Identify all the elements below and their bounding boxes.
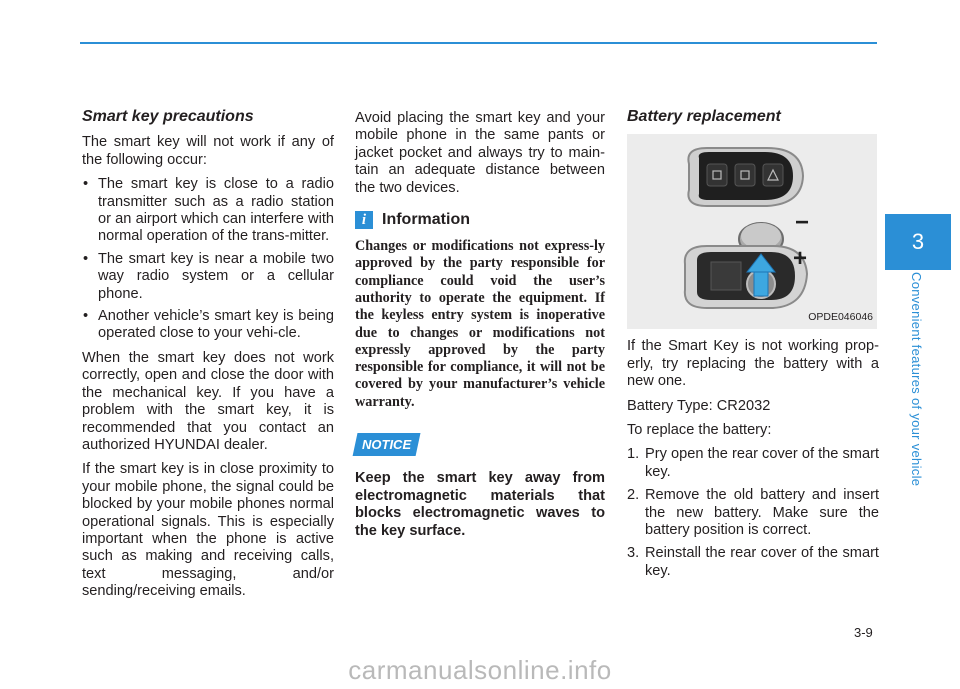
smart-key-front-icon — [688, 148, 803, 206]
paragraph-mobile-phone: If the smart key is in close proximity to your mobile phone, the signal could be blocked by your mobile phones normal operational signals. This is especially important when the phone is active such as making and receiving calls, text messaging, and/or sending/receiving emails. — [82, 461, 334, 600]
chapter-tab[interactable]: 3 — [885, 214, 951, 270]
steps-intro: To replace the battery: — [627, 422, 772, 439]
list-item — [627, 446, 879, 481]
notice-label: NOTICE — [362, 437, 412, 452]
watermark[interactable]: carmanualsonline.info — [348, 655, 612, 685]
minus-sign-icon: − — [795, 209, 810, 237]
figure-code: OPDE046046 — [808, 311, 873, 323]
step-text: Pry open the rear cover of the smart key. — [645, 446, 879, 480]
section-heading-battery-replacement: Battery replacement — [627, 108, 781, 125]
intro-paragraph: The smart key will not work if any of the following occur: — [82, 134, 334, 168]
step-number: 1. — [627, 446, 640, 463]
battery-replacement-figure — [627, 134, 877, 329]
information-title: Information — [382, 211, 470, 229]
step-text: Reinstall the rear cover of the smart key. — [645, 545, 879, 579]
precaution-list — [82, 176, 334, 343]
battery-type: Battery Type: CR2032 — [627, 397, 771, 414]
list-item — [627, 487, 879, 539]
notice-badge — [353, 433, 421, 456]
step-number: 2. — [627, 487, 640, 504]
notice-body: Keep the smart key away from electromagnetic materials that blocks electromagnetic waves to the key surface. — [355, 470, 605, 539]
right-column — [627, 108, 879, 586]
information-body: Changes or modifications not express-ly approved by the party responsible for compliance could void the user’s authority to operate the equipment. If the keyless entry system is inoperative due to changes or modifications not expressly approved by the party responsible for compliance, it will not be covered by your manufacturer’s vehicle warranty. — [355, 238, 605, 410]
info-icon: i — [355, 211, 373, 229]
plus-sign-icon: + — [793, 245, 808, 273]
middle-column — [355, 110, 605, 540]
step-number: 3. — [627, 545, 640, 562]
list-item — [627, 545, 879, 580]
page-number: 3-9 — [854, 625, 873, 640]
paragraph-mechanical-key: When the smart key does not work correctly, open and close the door with the mechanical key. If you have a problem with the smart key, it is recommended that you contact an authorized HYUNDAI dealer. — [82, 349, 334, 453]
replacement-steps — [627, 446, 879, 580]
paragraph-avoid-placing: Avoid placing the smart key and your mobile phone in the same pants or jacket pocket and always try to main-tain an adequate distance between the two devices. — [355, 110, 605, 196]
list-item: • The smart key is near a mobile two way radio system or a cellular phone. — [82, 251, 334, 303]
step-text: Remove the old battery and insert the new battery. Make sure the battery position is correct. — [645, 487, 879, 539]
section-heading-smart-key-precautions: Smart key precautions — [82, 108, 254, 125]
list-item: • Another vehicle’s smart key is being operated close to your vehi-cle. — [82, 308, 334, 343]
smart-key-illustration — [627, 134, 877, 329]
smart-key-open-case-icon — [685, 246, 807, 308]
list-item: • The smart key is close to a radio transmitter such as a radio station or an airport which can interfere with normal operation of the trans-mitter. — [82, 176, 334, 246]
information-header — [355, 211, 605, 229]
header-rule — [80, 42, 877, 44]
left-column — [82, 108, 334, 608]
chapter-title: Convenient features of your vehicle — [909, 272, 924, 487]
paragraph-replace-battery: If the Smart Key is not working prop-erly, try replacing the battery with a new one. — [627, 338, 879, 390]
